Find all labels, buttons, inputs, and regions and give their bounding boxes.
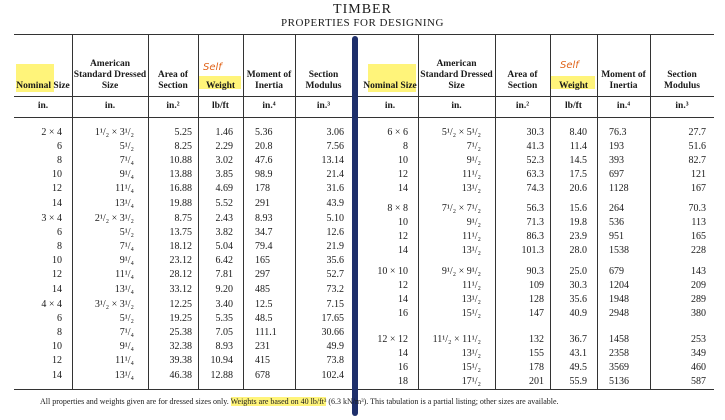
handwritten-self-left: Self	[203, 62, 222, 73]
cell-area-left: 10.88	[169, 155, 192, 167]
cell-moment-right: 264	[609, 203, 624, 214]
cell-american-right: 9¹/₂ × 9¹/₂	[441, 266, 481, 277]
cell-moment-right: 2948	[609, 308, 629, 320]
cell-nominal-right: 14	[398, 183, 408, 195]
cell-area-right: 41.3	[526, 141, 544, 153]
cell-area-right: 71.3	[526, 217, 544, 229]
cell-moment-right: 697	[609, 169, 624, 181]
cell-area-left: 13.88	[169, 169, 192, 181]
cell-area-right: 128	[529, 294, 544, 306]
cell-weight-right: 17.5	[569, 169, 587, 181]
cell-area-right: 52.3	[526, 155, 544, 167]
cell-moment-left: 415	[255, 355, 270, 367]
cell-nominal-right: 12 × 12	[377, 334, 408, 345]
table-title: TIMBER	[333, 2, 392, 17]
cell-section-right: 82.7	[688, 155, 706, 167]
unit-weight-left: lb/ft	[212, 101, 229, 111]
header-nominal-right: Nominal Size	[363, 81, 417, 91]
cell-weight-left: 3.85	[215, 169, 233, 181]
cell-nominal-right: 8	[403, 141, 408, 153]
cell-nominal-right: 18	[398, 376, 408, 388]
cell-american-left: 9¹/₄	[119, 341, 134, 353]
cell-area-right: 178	[529, 362, 544, 374]
cell-american-left: 2¹/₂ × 3¹/₂	[94, 213, 134, 224]
cell-moment-right: 679	[609, 266, 624, 277]
cell-american-right: 13¹/₂	[461, 294, 481, 306]
cell-american-right: 7¹/₂ × 7¹/₂	[441, 203, 481, 214]
cell-weight-right: 30.3	[569, 280, 587, 292]
cell-moment-right: 193	[609, 141, 624, 153]
cell-nominal-left: 2 × 4	[41, 127, 62, 138]
footnote-after: (6.3 kN/m³). This tabulation is a partial listing; other sizes are available.	[328, 397, 559, 406]
cell-nominal-left: 10	[52, 255, 62, 267]
cell-moment-left: 79.4	[255, 241, 273, 253]
cell-section-left: 31.6	[326, 183, 344, 195]
cell-moment-right: 1128	[609, 183, 629, 195]
cell-section-left: 7.56	[326, 141, 344, 153]
cell-section-right: 349	[691, 348, 706, 360]
cell-nominal-right: 12	[398, 280, 408, 292]
cell-american-right: 5¹/₂ × 5¹/₂	[441, 127, 481, 138]
cell-section-right: 460	[691, 362, 706, 374]
cell-american-right: 11¹/₂	[462, 231, 481, 243]
cell-weight-left: 4.69	[215, 183, 233, 195]
cell-section-right: 70.3	[688, 203, 706, 214]
bottom-rule	[14, 389, 714, 390]
cell-section-right: 167	[691, 183, 706, 195]
cell-american-left: 5¹/₂	[119, 227, 134, 239]
header-section-right: Section Modulus	[664, 70, 700, 91]
cell-section-right: 121	[691, 169, 706, 181]
cell-weight-right: 20.6	[569, 183, 587, 195]
cell-nominal-right: 14	[398, 348, 408, 360]
cell-american-right: 11¹/₂ × 11¹/₂	[432, 334, 481, 345]
cell-moment-left: 485	[255, 283, 270, 295]
cell-weight-right: 49.5	[569, 362, 587, 374]
cell-nominal-left: 14	[52, 369, 62, 381]
cell-nominal-right: 6 × 6	[387, 127, 408, 138]
cell-american-left: 7¹/₄	[119, 155, 134, 167]
header-weight-left: Weight	[205, 81, 236, 91]
cell-moment-left: 297	[255, 269, 270, 281]
cell-weight-right: 19.8	[569, 217, 587, 229]
cell-moment-right: 393	[609, 155, 624, 167]
cell-weight-right: 28.0	[569, 245, 587, 257]
cell-weight-left: 3.40	[215, 299, 233, 310]
cell-weight-left: 3.82	[215, 227, 233, 239]
cell-american-left: 5¹/₂	[119, 313, 134, 325]
cell-nominal-left: 12	[52, 269, 62, 281]
cell-moment-left: 5.36	[255, 127, 273, 138]
cell-nominal-left: 10	[52, 341, 62, 353]
unit-moment-left: in.⁴	[262, 101, 276, 111]
cell-nominal-left: 14	[52, 283, 62, 295]
cell-moment-right: 3569	[609, 362, 629, 374]
cell-area-left: 23.12	[169, 255, 192, 267]
cell-american-left: 13¹/₄	[114, 283, 134, 295]
cell-area-right: 101.3	[521, 245, 544, 257]
cell-weight-right: 55.9	[569, 376, 587, 388]
cell-area-left: 25.38	[169, 327, 192, 339]
cell-american-left: 7¹/₄	[119, 327, 134, 339]
unit-nominal-right: in.	[384, 101, 396, 111]
cell-moment-left: 8.93	[255, 213, 273, 224]
header-weight-right: Weight	[558, 81, 589, 91]
cell-weight-left: 1.46	[215, 127, 233, 138]
cell-section-right: 209	[691, 280, 706, 292]
cell-area-right: 109	[529, 280, 544, 292]
cell-american-left: 11¹/₄	[115, 269, 134, 281]
header-section-left: Section Modulus	[305, 70, 342, 91]
header-american-right: American Standard Dressed Size	[420, 59, 493, 91]
cell-weight-left: 10.94	[210, 355, 233, 367]
footnote-before: All properties and weights given are for dressed sizes only.	[40, 397, 229, 406]
cell-nominal-right: 16	[398, 362, 408, 374]
cell-section-left: 21.4	[326, 169, 344, 181]
cell-section-left: 73.2	[326, 283, 344, 295]
top-rule	[14, 34, 714, 35]
unit-weight-right: lb/ft	[565, 101, 582, 111]
cell-weight-left: 5.52	[215, 197, 233, 209]
cell-nominal-right: 10	[398, 155, 408, 167]
header-rule	[14, 96, 714, 97]
cell-weight-left: 2.29	[215, 141, 233, 153]
cell-area-left: 16.88	[169, 183, 192, 195]
cell-section-left: 12.6	[326, 227, 344, 239]
cell-american-left: 5¹/₂	[119, 141, 134, 153]
cell-area-right: 147	[529, 308, 544, 320]
cell-section-right: 253	[691, 334, 706, 345]
cell-area-right: 90.3	[526, 266, 544, 277]
cell-nominal-left: 3 × 4	[41, 213, 62, 224]
cell-weight-left: 7.05	[215, 327, 233, 339]
cell-american-right: 13¹/₂	[461, 348, 481, 360]
cell-american-right: 15¹/₂	[461, 308, 481, 320]
cell-nominal-right: 12	[398, 231, 408, 243]
cell-weight-right: 36.7	[569, 334, 587, 345]
cell-weight-left: 5.35	[215, 313, 233, 325]
cell-area-right: 132	[529, 334, 544, 345]
header-area-left: Area of Section	[157, 70, 189, 91]
cell-section-left: 3.06	[326, 127, 344, 138]
cell-weight-right: 8.40	[569, 127, 587, 138]
cell-nominal-right: 14	[398, 245, 408, 257]
cell-american-right: 9¹/₂	[466, 155, 481, 167]
cell-weight-left: 3.02	[215, 155, 233, 167]
cell-moment-left: 48.5	[255, 313, 273, 325]
cell-moment-left: 165	[255, 255, 270, 267]
cell-section-left: 17.65	[321, 313, 344, 325]
cell-american-right: 9¹/₂	[466, 217, 481, 229]
cell-nominal-left: 8	[57, 327, 62, 339]
cell-area-left: 8.25	[174, 141, 192, 153]
cell-moment-right: 1538	[609, 245, 629, 257]
ink-divider	[352, 36, 358, 416]
cell-area-left: 46.38	[169, 369, 192, 381]
cell-area-right: 86.3	[526, 231, 544, 243]
cell-section-left: 73.8	[326, 355, 344, 367]
cell-moment-left: 111.1	[255, 327, 277, 339]
cell-weight-right: 15.6	[569, 203, 587, 214]
cell-weight-left: 8.93	[215, 341, 233, 353]
cell-nominal-left: 4 × 4	[41, 299, 62, 310]
cell-moment-right: 536	[609, 217, 624, 229]
header-nominal-left: Nominal Size	[16, 81, 70, 91]
cell-section-right: 587	[691, 376, 706, 388]
cell-area-left: 19.25	[169, 313, 192, 325]
cell-nominal-left: 12	[52, 183, 62, 195]
cell-moment-right: 951	[609, 231, 624, 243]
footnote	[40, 397, 559, 406]
cell-american-left: 11¹/₄	[115, 355, 134, 367]
header-moment-left: Moment of Inertia	[246, 70, 292, 91]
cell-weight-left: 5.04	[215, 241, 233, 253]
header-american-left: American Standard Dressed Size	[73, 59, 147, 91]
cell-weight-left: 7.81	[215, 269, 233, 281]
cell-section-left: 102.4	[321, 369, 344, 381]
cell-section-right: 113	[691, 217, 706, 229]
cell-american-left: 3¹/₂ × 3¹/₂	[94, 299, 134, 310]
cell-american-right: 17¹/₂	[461, 376, 481, 388]
unit-american-left: in.	[104, 101, 116, 111]
cell-weight-left: 12.88	[210, 369, 233, 381]
cell-section-right: 228	[691, 245, 706, 257]
cell-american-left: 13¹/₄	[114, 197, 134, 209]
cell-weight-right: 11.4	[569, 141, 587, 153]
cell-section-left: 35.6	[326, 255, 344, 267]
cell-section-left: 30.66	[321, 327, 344, 339]
table-subtitle: PROPERTIES FOR DESIGNING	[281, 17, 444, 29]
cell-area-right: 201	[529, 376, 544, 388]
cell-moment-right: 5136	[609, 376, 629, 388]
cell-american-left: 9¹/₄	[119, 169, 134, 181]
cell-weight-left: 2.43	[215, 213, 233, 224]
cell-american-right: 11¹/₂	[462, 169, 481, 181]
cell-moment-left: 231	[255, 341, 270, 353]
cell-moment-left: 678	[255, 369, 270, 381]
cell-area-left: 28.12	[169, 269, 192, 281]
cell-section-right: 165	[691, 231, 706, 243]
cell-section-left: 5.10	[326, 213, 344, 224]
cell-area-right: 74.3	[526, 183, 544, 195]
cell-american-left: 11¹/₄	[115, 183, 134, 195]
header-area-right: Area of Section	[507, 70, 538, 91]
cell-nominal-left: 10	[52, 169, 62, 181]
cell-american-right: 11¹/₂	[462, 280, 481, 292]
cell-section-left: 43.9	[326, 197, 344, 209]
cell-weight-right: 14.5	[569, 155, 587, 167]
cell-nominal-left: 12	[52, 355, 62, 367]
cell-section-right: 143	[691, 266, 706, 277]
cell-nominal-left: 6	[57, 227, 62, 239]
cell-area-left: 33.12	[169, 283, 192, 295]
cell-area-right: 56.3	[526, 203, 544, 214]
cell-american-right: 7¹/₂	[466, 141, 481, 153]
cell-nominal-left: 6	[57, 313, 62, 325]
cell-moment-right: 76.3	[609, 127, 627, 138]
cell-nominal-right: 8 × 8	[387, 203, 408, 214]
cell-moment-left: 98.9	[255, 169, 273, 181]
unit-section-right: in.³	[675, 101, 689, 111]
unit-area-right: in.²	[515, 101, 530, 111]
unit-area-left: in.²	[166, 101, 180, 111]
cell-section-right: 289	[691, 294, 706, 306]
cell-section-right: 380	[691, 308, 706, 320]
cell-weight-left: 6.42	[215, 255, 233, 267]
cell-weight-right: 40.9	[569, 308, 587, 320]
cell-area-left: 5.25	[174, 127, 192, 138]
cell-weight-right: 25.0	[569, 266, 587, 277]
cell-area-right: 155	[529, 348, 544, 360]
cell-nominal-left: 8	[57, 241, 62, 253]
unit-section-left: in.³	[316, 101, 331, 111]
cell-area-left: 12.25	[169, 299, 192, 310]
cell-section-left: 7.15	[326, 299, 344, 310]
cell-weight-right: 35.6	[569, 294, 587, 306]
cell-weight-right: 23.9	[569, 231, 587, 243]
cell-american-left: 7¹/₄	[119, 241, 134, 253]
cell-area-left: 18.12	[169, 241, 192, 253]
unit-nominal-left: in.	[37, 101, 49, 111]
cell-nominal-right: 16	[398, 308, 408, 320]
cell-american-left: 9¹/₄	[119, 255, 134, 267]
cell-moment-right: 1948	[609, 294, 629, 306]
cell-american-left: 1¹/₂ × 3¹/₂	[94, 127, 134, 138]
cell-section-left: 52.7	[326, 269, 344, 281]
cell-moment-right: 2358	[609, 348, 629, 360]
cell-nominal-left: 14	[52, 197, 62, 209]
cell-weight-left: 9.20	[215, 283, 233, 295]
cell-nominal-left: 8	[57, 155, 62, 167]
cell-section-right: 27.7	[688, 127, 706, 138]
handwritten-self-right: Self	[560, 60, 579, 71]
cell-moment-left: 291	[255, 197, 270, 209]
cell-nominal-right: 14	[398, 294, 408, 306]
cell-american-right: 15¹/₂	[461, 362, 481, 374]
cell-moment-right: 1458	[609, 334, 629, 345]
cell-american-right: 13¹/₂	[461, 245, 481, 257]
cell-section-left: 13.14	[321, 155, 344, 167]
cell-american-left: 13¹/₄	[114, 369, 134, 381]
cell-weight-right: 43.1	[569, 348, 587, 360]
cell-nominal-left: 6	[57, 141, 62, 153]
cell-moment-left: 12.5	[255, 299, 273, 310]
cell-american-right: 13¹/₂	[461, 183, 481, 195]
cell-area-right: 63.3	[526, 169, 544, 181]
cell-nominal-right: 10 × 10	[377, 266, 408, 277]
cell-area-left: 13.75	[169, 227, 192, 239]
units-rule	[14, 117, 714, 118]
cell-nominal-right: 10	[398, 217, 408, 229]
footnote-highlighted: Weights are based on 40 lb/ft³	[230, 397, 327, 406]
cell-section-left: 21.9	[326, 241, 344, 253]
cell-moment-left: 47.6	[255, 155, 273, 167]
cell-moment-left: 20.8	[255, 141, 273, 153]
cell-area-left: 39.38	[169, 355, 192, 367]
cell-moment-left: 34.7	[255, 227, 273, 239]
cell-moment-left: 178	[255, 183, 270, 195]
cell-nominal-right: 12	[398, 169, 408, 181]
cell-area-right: 30.3	[526, 127, 544, 138]
cell-area-left: 8.75	[174, 213, 192, 224]
cell-section-right: 51.6	[688, 141, 706, 153]
cell-area-left: 19.88	[169, 197, 192, 209]
unit-american-right: in.	[451, 101, 462, 111]
cell-area-left: 32.38	[169, 341, 192, 353]
header-moment-right: Moment of Inertia	[601, 70, 646, 91]
cell-moment-right: 1204	[609, 280, 629, 292]
unit-moment-right: in.⁴	[616, 101, 631, 111]
cell-section-left: 49.9	[326, 341, 344, 353]
